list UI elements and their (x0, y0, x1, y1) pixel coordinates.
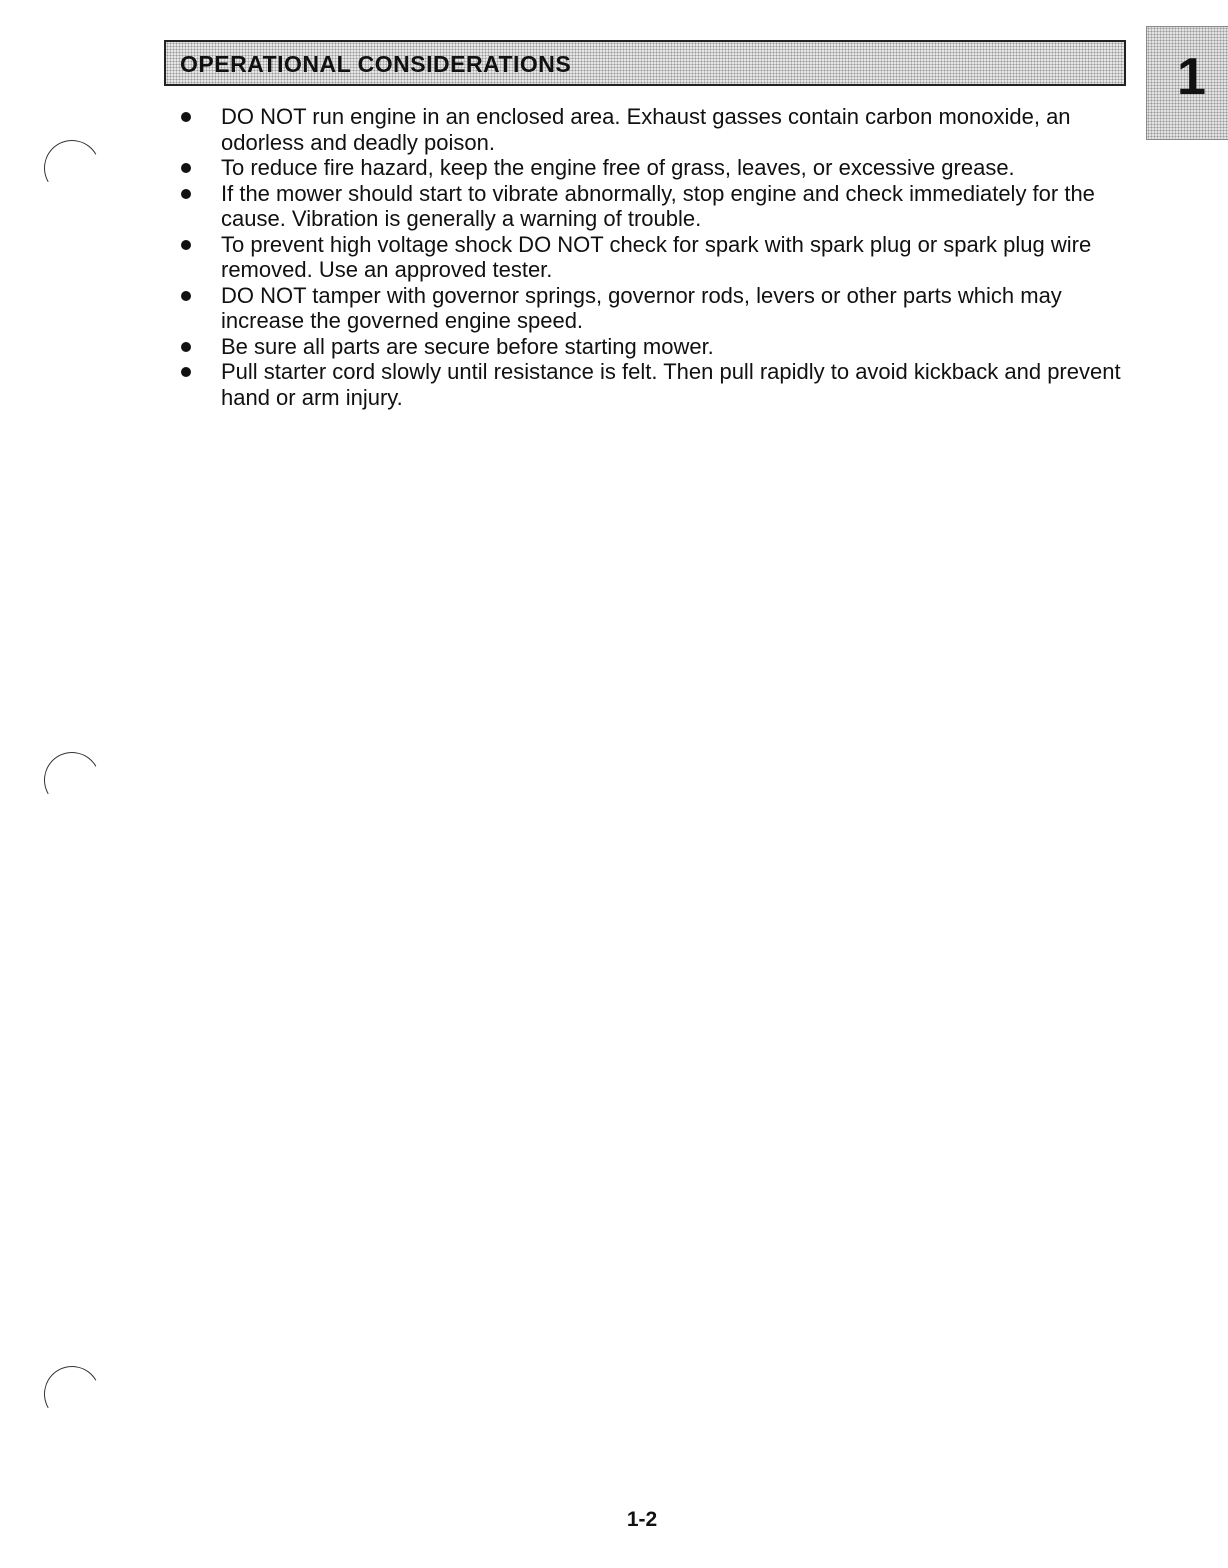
list-item (172, 104, 1132, 155)
list-item-text: To prevent high voltage shock DO NOT check for spark with spark plug or spark plug wire removed. Use an approved tester. (221, 231, 1092, 282)
bullet-icon (181, 112, 191, 122)
list-item (172, 359, 1132, 410)
binder-hole-mark-bottom (38, 1360, 107, 1429)
list-item-text: DO NOT run engine in an enclosed area. Exhaust gasses contain carbon monoxide, an odorless and deadly poison. (221, 104, 1071, 155)
page-number: 1-2 (626, 1508, 658, 1531)
bullet-icon (181, 291, 191, 301)
bullet-icon (181, 163, 191, 173)
chapter-tab (1146, 26, 1228, 140)
list-item-text: Be sure all parts are secure before starting mower. (221, 333, 714, 359)
bullet-icon (181, 342, 191, 352)
list-item-text: Pull starter cord slowly until resistance is felt. Then pull rapidly to avoid kickback and prevent hand or arm injury. (221, 359, 1121, 410)
list-item (172, 334, 1132, 360)
chapter-number: 1 (1177, 48, 1206, 106)
bullet-icon (181, 240, 191, 250)
safety-bullet-list (172, 104, 1132, 410)
binder-hole-mark-top (38, 134, 107, 203)
list-item (172, 155, 1132, 181)
list-item (172, 232, 1132, 283)
list-item (172, 283, 1132, 334)
section-header (164, 40, 1126, 86)
list-item-text: To reduce fire hazard, keep the engine free of grass, leaves, or excessive grease. (221, 155, 1015, 180)
binder-hole-mark-middle (38, 746, 107, 815)
list-item (172, 181, 1132, 232)
section-title: OPERATIONAL CONSIDERATIONS (180, 51, 572, 77)
list-item-text: If the mower should start to vibrate abnormally, stop engine and check immediately for the cause. Vibration is generally a warning of trouble. (221, 180, 1095, 231)
bullet-icon (181, 189, 191, 199)
list-item-text: DO NOT tamper with governor springs, governor rods, levers or other parts which may increase the governed engine speed. (221, 282, 1062, 333)
bullet-icon (181, 367, 191, 377)
